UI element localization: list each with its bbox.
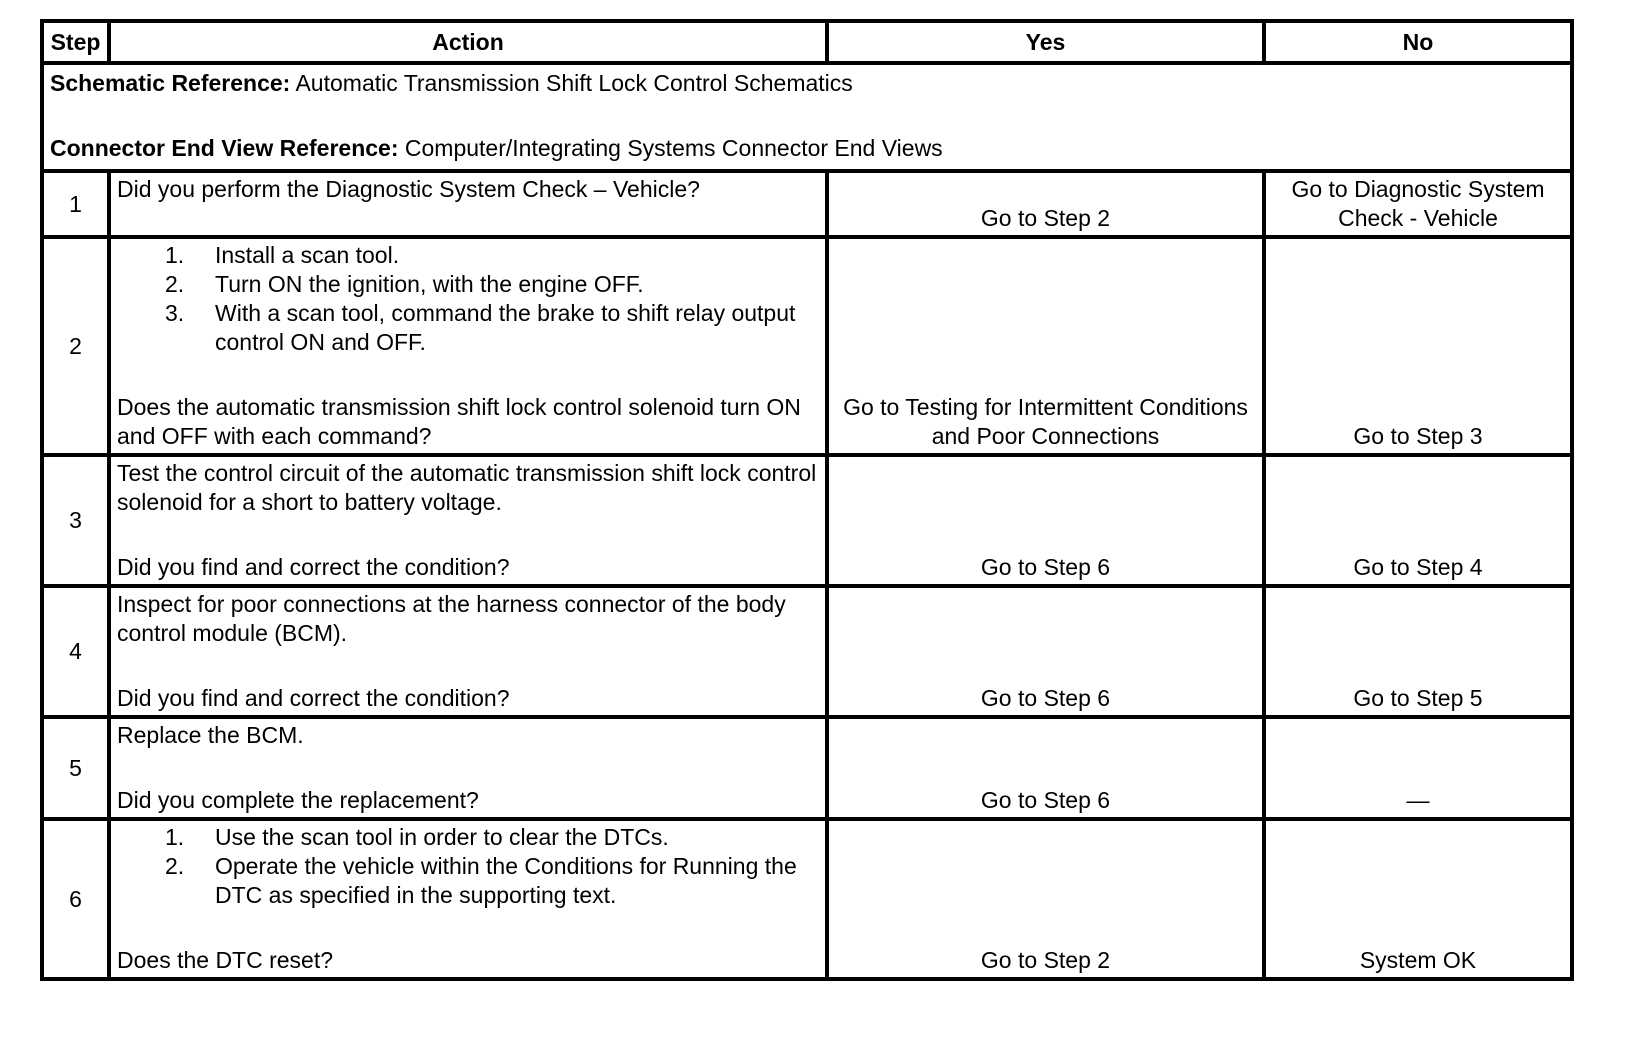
list-item — [117, 241, 819, 270]
list-item — [117, 823, 819, 852]
step-number: 6 — [42, 819, 109, 979]
step-number: 5 — [42, 717, 109, 819]
list-item-text: With a scan tool, command the brake to shift relay output control ON and OFF. — [215, 300, 796, 355]
action-question: Did you find and correct the condition? — [117, 554, 510, 580]
connector-reference-label: Connector End View Reference: — [50, 135, 399, 161]
table-row — [42, 819, 1572, 979]
yes-cell: Go to Step 6 — [827, 717, 1264, 819]
list-item — [117, 852, 819, 910]
list-item-number: 1. — [165, 824, 185, 850]
instruction-list — [117, 823, 819, 910]
action-instruction: Replace the BCM. — [117, 722, 304, 748]
table-row — [42, 237, 1572, 455]
list-item — [117, 270, 819, 299]
action-cell — [109, 819, 827, 979]
list-item-text: Use the scan tool in order to clear the DTCs. — [215, 824, 669, 850]
header-row — [42, 21, 1572, 63]
table-row — [42, 455, 1572, 586]
schematic-reference-label: Schematic Reference: — [50, 70, 291, 96]
no-cell: Go to Step 5 — [1264, 586, 1572, 717]
diagnostic-table — [40, 19, 1574, 981]
reference-cell — [42, 63, 1572, 171]
header-step: Step — [42, 21, 109, 63]
no-cell: — — [1264, 717, 1572, 819]
action-cell — [109, 717, 827, 819]
step-number: 2 — [42, 237, 109, 455]
yes-cell: Go to Step 6 — [827, 455, 1264, 586]
list-item-number: 2. — [165, 271, 185, 297]
step-number: 1 — [42, 171, 109, 237]
header-action: Action — [109, 21, 827, 63]
action-cell — [109, 455, 827, 586]
connector-reference-value: Computer/Integrating Systems Connector End Views — [398, 135, 943, 161]
no-cell: System OK — [1264, 819, 1572, 979]
yes-cell: Go to Step 6 — [827, 586, 1264, 717]
action-question: Did you perform the Diagnostic System Check – Vehicle? — [117, 176, 700, 202]
table-row — [42, 171, 1572, 237]
step-number: 3 — [42, 455, 109, 586]
header-no: No — [1264, 21, 1572, 63]
connector-reference — [50, 134, 1564, 163]
action-cell — [109, 237, 827, 455]
reference-row — [42, 63, 1572, 171]
list-item-text: Install a scan tool. — [215, 242, 400, 268]
list-item-number: 2. — [165, 853, 185, 879]
list-item-number: 1. — [165, 242, 185, 268]
action-question: Did you find and correct the condition? — [117, 685, 510, 711]
step-number: 4 — [42, 586, 109, 717]
yes-cell: Go to Step 2 — [827, 171, 1264, 237]
action-question: Does the automatic transmission shift lock control solenoid turn ON and OFF with each command? — [117, 394, 801, 449]
yes-cell: Go to Step 2 — [827, 819, 1264, 979]
list-item — [117, 299, 819, 357]
action-instruction: Test the control circuit of the automatic transmission shift lock control solenoid for a short to battery voltage. — [117, 460, 817, 515]
action-question: Does the DTC reset? — [117, 947, 334, 973]
list-item-text: Turn ON the ignition, with the engine OFF. — [215, 271, 644, 297]
action-cell — [109, 171, 827, 237]
no-cell: Go to Diagnostic System Check - Vehicle — [1264, 171, 1572, 237]
yes-cell: Go to Testing for Intermittent Conditions and Poor Connections — [827, 237, 1264, 455]
action-cell — [109, 586, 827, 717]
list-item-number: 3. — [165, 300, 185, 326]
table-row — [42, 586, 1572, 717]
instruction-list — [117, 241, 819, 357]
action-instruction: Inspect for poor connections at the harness connector of the body control module (BCM). — [117, 591, 786, 646]
schematic-reference-value: Automatic Transmission Shift Lock Control Schematics — [290, 70, 853, 96]
table-row — [42, 717, 1572, 819]
list-item-text: Operate the vehicle within the Conditions for Running the DTC as specified in the supporting text. — [215, 853, 797, 908]
schematic-reference — [50, 69, 1564, 98]
action-question: Did you complete the replacement? — [117, 787, 479, 813]
no-cell: Go to Step 3 — [1264, 237, 1572, 455]
no-cell: Go to Step 4 — [1264, 455, 1572, 586]
header-yes: Yes — [827, 21, 1264, 63]
